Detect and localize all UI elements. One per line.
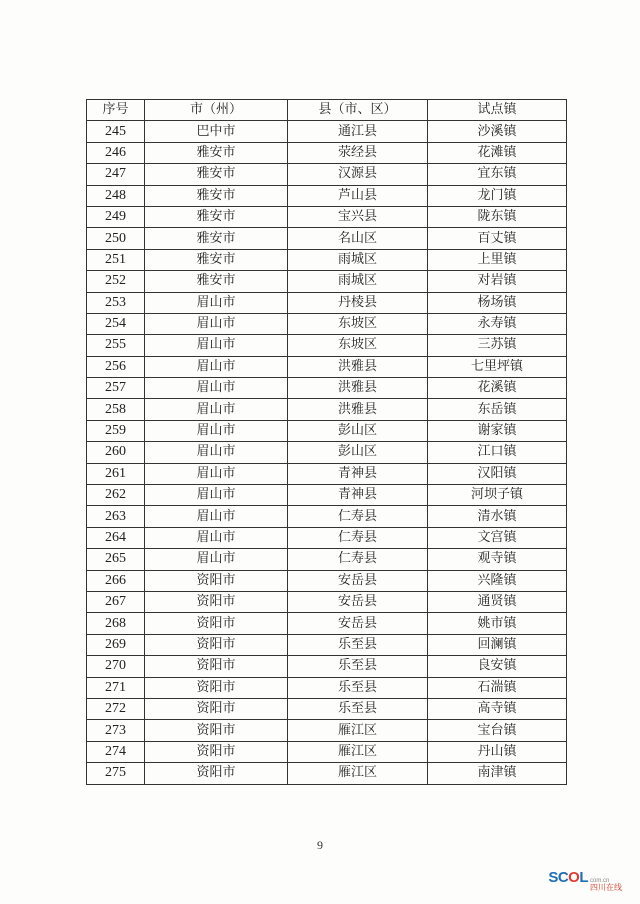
cell-county: 雨城区 [288,271,428,292]
cell-city: 资阳市 [145,763,288,784]
watermark-name: 四川在线 [590,883,622,892]
header-town: 试点镇 [428,100,567,121]
cell-city: 资阳市 [145,591,288,612]
header-index: 序号 [87,100,145,121]
cell-index: 245 [87,121,145,142]
cell-city: 巴中市 [145,121,288,142]
cell-index: 254 [87,313,145,334]
table-body [87,121,567,784]
scol-logo: SCOL [548,869,588,886]
table-row [87,485,567,506]
cell-city: 眉山市 [145,442,288,463]
table-row [87,121,567,142]
cell-town: 永寿镇 [428,313,567,334]
cell-index: 274 [87,741,145,762]
cell-city: 资阳市 [145,634,288,655]
table-row [87,741,567,762]
cell-town: 回澜镇 [428,634,567,655]
cell-county: 荥经县 [288,142,428,163]
cell-city: 眉山市 [145,335,288,356]
cell-county: 丹棱县 [288,292,428,313]
cell-town: 花溪镇 [428,378,567,399]
cell-index: 258 [87,399,145,420]
cell-county: 乐至县 [288,634,428,655]
table-row [87,613,567,634]
table-row [87,399,567,420]
table-row [87,228,567,249]
cell-county: 雁江区 [288,741,428,762]
cell-county: 雁江区 [288,720,428,741]
cell-town: 文宫镇 [428,527,567,548]
cell-county: 雨城区 [288,249,428,270]
cell-city: 眉山市 [145,506,288,527]
cell-city: 眉山市 [145,292,288,313]
cell-index: 261 [87,463,145,484]
header-city: 市（州） [145,100,288,121]
cell-index: 246 [87,142,145,163]
cell-town: 兴隆镇 [428,570,567,591]
cell-town: 江口镇 [428,442,567,463]
table-row [87,442,567,463]
cell-town: 良安镇 [428,656,567,677]
table-row [87,570,567,591]
cell-town: 杨场镇 [428,292,567,313]
cell-city: 雅安市 [145,271,288,292]
table-row [87,677,567,698]
cell-town: 姚市镇 [428,613,567,634]
cell-city: 雅安市 [145,228,288,249]
cell-town: 三苏镇 [428,335,567,356]
cell-city: 资阳市 [145,677,288,698]
cell-town: 宝台镇 [428,720,567,741]
page-number: 9 [317,838,323,852]
table-row [87,249,567,270]
cell-county: 彭山区 [288,420,428,441]
cell-county: 乐至县 [288,698,428,719]
cell-index: 250 [87,228,145,249]
table-row [87,591,567,612]
cell-city: 雅安市 [145,206,288,227]
table-row [87,378,567,399]
cell-town: 河坝子镇 [428,485,567,506]
cell-index: 247 [87,164,145,185]
cell-index: 248 [87,185,145,206]
table-row [87,506,567,527]
cell-index: 275 [87,763,145,784]
cell-index: 253 [87,292,145,313]
table-row [87,463,567,484]
table-row [87,549,567,570]
cell-city: 眉山市 [145,420,288,441]
cell-city: 眉山市 [145,463,288,484]
cell-town: 清水镇 [428,506,567,527]
scol-watermark [548,869,622,892]
cell-county: 乐至县 [288,677,428,698]
cell-town: 对岩镇 [428,271,567,292]
cell-town: 上里镇 [428,249,567,270]
cell-index: 267 [87,591,145,612]
cell-index: 255 [87,335,145,356]
table-row [87,271,567,292]
cell-index: 264 [87,527,145,548]
table-row [87,634,567,655]
cell-town: 观寺镇 [428,549,567,570]
town-table [86,99,567,785]
cell-town: 宜东镇 [428,164,567,185]
cell-city: 眉山市 [145,399,288,420]
cell-county: 通江县 [288,121,428,142]
cell-city: 资阳市 [145,698,288,719]
cell-city: 雅安市 [145,164,288,185]
cell-town: 东岳镇 [428,399,567,420]
cell-town: 陇东镇 [428,206,567,227]
cell-city: 眉山市 [145,549,288,570]
cell-county: 仁寿县 [288,527,428,548]
cell-index: 272 [87,698,145,719]
table-row [87,420,567,441]
cell-county: 宝兴县 [288,206,428,227]
table-row [87,527,567,548]
cell-city: 眉山市 [145,356,288,377]
cell-city: 资阳市 [145,613,288,634]
cell-town: 汉阳镇 [428,463,567,484]
cell-index: 262 [87,485,145,506]
cell-index: 268 [87,613,145,634]
table-row [87,313,567,334]
cell-town: 沙溪镇 [428,121,567,142]
cell-index: 269 [87,634,145,655]
cell-city: 雅安市 [145,142,288,163]
watermark-domain: com.cn [590,878,610,884]
table-header-row [87,100,567,121]
table-row [87,164,567,185]
cell-index: 260 [87,442,145,463]
cell-county: 青神县 [288,463,428,484]
cell-index: 273 [87,720,145,741]
cell-town: 花滩镇 [428,142,567,163]
table-row [87,356,567,377]
cell-index: 257 [87,378,145,399]
cell-city: 资阳市 [145,741,288,762]
cell-town: 龙门镇 [428,185,567,206]
table-row [87,142,567,163]
cell-town: 石湍镇 [428,677,567,698]
cell-city: 资阳市 [145,570,288,591]
cell-county: 安岳县 [288,591,428,612]
cell-index: 252 [87,271,145,292]
cell-county: 仁寿县 [288,506,428,527]
cell-town: 通贤镇 [428,591,567,612]
table-row [87,763,567,784]
cell-county: 东坡区 [288,335,428,356]
cell-index: 251 [87,249,145,270]
cell-county: 雁江区 [288,763,428,784]
cell-county: 洪雅县 [288,356,428,377]
header-county: 县（市、区） [288,100,428,121]
cell-index: 271 [87,677,145,698]
cell-index: 263 [87,506,145,527]
cell-county: 汉源县 [288,164,428,185]
cell-index: 259 [87,420,145,441]
cell-county: 安岳县 [288,570,428,591]
cell-index: 249 [87,206,145,227]
cell-city: 资阳市 [145,656,288,677]
cell-town: 百丈镇 [428,228,567,249]
cell-index: 266 [87,570,145,591]
cell-county: 青神县 [288,485,428,506]
cell-county: 仁寿县 [288,549,428,570]
cell-city: 雅安市 [145,249,288,270]
cell-city: 雅安市 [145,185,288,206]
cell-county: 名山区 [288,228,428,249]
cell-county: 乐至县 [288,656,428,677]
cell-county: 洪雅县 [288,378,428,399]
table-row [87,206,567,227]
cell-city: 眉山市 [145,313,288,334]
cell-index: 256 [87,356,145,377]
cell-county: 彭山区 [288,442,428,463]
cell-county: 安岳县 [288,613,428,634]
cell-town: 谢家镇 [428,420,567,441]
cell-county: 芦山县 [288,185,428,206]
table-row [87,698,567,719]
cell-city: 眉山市 [145,378,288,399]
table-row [87,185,567,206]
cell-town: 南津镇 [428,763,567,784]
cell-city: 眉山市 [145,527,288,548]
cell-town: 丹山镇 [428,741,567,762]
cell-town: 七里坪镇 [428,356,567,377]
table-row [87,335,567,356]
cell-index: 270 [87,656,145,677]
cell-index: 265 [87,549,145,570]
cell-city: 资阳市 [145,720,288,741]
table-row [87,720,567,741]
cell-county: 东坡区 [288,313,428,334]
cell-town: 高寺镇 [428,698,567,719]
table-row [87,656,567,677]
table-row [87,292,567,313]
cell-city: 眉山市 [145,485,288,506]
cell-county: 洪雅县 [288,399,428,420]
